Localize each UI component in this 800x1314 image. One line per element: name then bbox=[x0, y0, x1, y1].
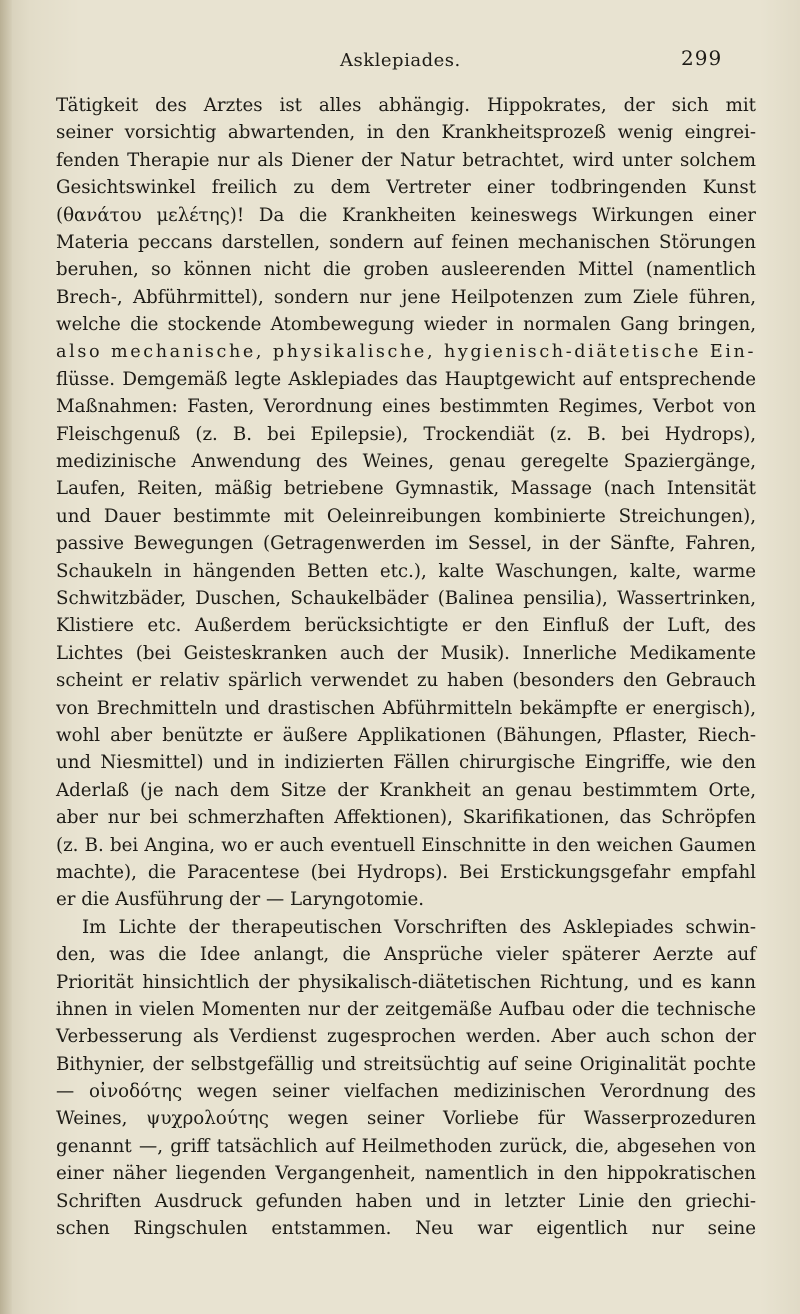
text-line: seiner vorsichtig abwartenden, in den Krankheitsprozeß wenig eingrei- bbox=[56, 122, 756, 144]
text-line: Gesichtswinkel freilich zu dem Vertreter einer todbringenden Kunst bbox=[56, 177, 756, 199]
text-line: aber nur bei schmerzhaften Affektionen), Skarifikationen, das Schröpfen bbox=[56, 807, 756, 829]
text-line: machte), die Paracentese (bei Hydrops). Bei Erstickungsgefahr empfahl bbox=[56, 861, 756, 883]
text-line: (θανάτου μελέτης)! Da die Krankheiten keineswegs Wirkungen einer bbox=[56, 204, 756, 226]
text-line: welche die stockende Atombewegung wieder in normalen Gang bringen, bbox=[56, 314, 756, 336]
text-line: und Dauer bestimmte mit Oeleinreibungen kombinierte Streichungen), bbox=[56, 505, 756, 527]
text-line: Weines, ψυχρολούτης wegen seiner Vorliebe für Wasserprozeduren bbox=[56, 1108, 756, 1130]
text-line: von Brechmitteln und drastischen Abführmitteln bekämpfte er energisch), bbox=[56, 697, 756, 719]
text-line: Lichtes (bei Geisteskranken auch der Musik). Innerliche Medikamente bbox=[56, 642, 756, 664]
text-line: Im Lichte der therapeutischen Vorschriften des Asklepiades schwin- bbox=[82, 916, 756, 938]
text-line: Schwitzbäder, Duschen, Schaukelbäder (Balinea pensilia), Wassertrinken, bbox=[56, 588, 756, 610]
text-line: genannt —, griff tatsächlich auf Heilmethoden zurück, die, abgesehen von bbox=[56, 1135, 756, 1157]
text-line: den, was die Idee anlangt, die Ansprüche vieler späterer Aerzte auf bbox=[56, 944, 756, 966]
text-line: fenden Therapie nur als Diener der Natur betrachtet, wird unter solchem bbox=[56, 149, 756, 171]
text-line: Verbesserung als Verdienst zugesprochen werden. Aber auch schon der bbox=[56, 1026, 756, 1048]
page-number: 299 bbox=[681, 46, 723, 70]
text-line: Klistiere etc. Außerdem berücksichtigte er den Einfluß der Luft, des bbox=[56, 615, 756, 637]
text-line: Brech-, Abführmittel), sondern nur jene Heilpotenzen zum Ziele führen, bbox=[56, 286, 756, 308]
text-line: Priorität hinsichtlich der physikalisch-diätetischen Richtung, und es kann bbox=[56, 971, 756, 993]
text-line: — οἰνοδότης wegen seiner vielfachen medizinischen Verordnung des bbox=[56, 1081, 756, 1103]
text-line: Schriften Ausdruck gefunden haben und in letzter Linie den griechi- bbox=[56, 1190, 756, 1212]
text-line: wohl aber benützte er äußere Applikationen (Bähungen, Pflaster, Riech- bbox=[56, 724, 756, 746]
text-line: schen Ringschulen entstammen. Neu war eigentlich nur seine bbox=[56, 1218, 756, 1240]
text-line: er die Ausführung der — Laryngotomie. bbox=[56, 889, 425, 911]
running-head: Asklepiades. bbox=[340, 50, 461, 71]
text-line: einer näher liegenden Vergangenheit, namentlich in den hippokratischen bbox=[56, 1163, 756, 1185]
text-line: also mechanische, physikalische, hygienisch-diätetische Ein- bbox=[56, 341, 756, 362]
body-text bbox=[56, 92, 756, 1242]
text-line: Aderlaß (je nach dem Sitze der Krankheit an genau bestimmtem Orte, bbox=[56, 779, 756, 801]
text-line: passive Bewegungen (Getragenwerden im Sessel, in der Sänfte, Fahren, bbox=[56, 533, 756, 555]
page-binding-edge bbox=[0, 0, 12, 1314]
text-line: Materia peccans darstellen, sondern auf feinen mechanischen Störungen bbox=[56, 231, 756, 253]
text-line: und Niesmittel) und in indizierten Fällen chirurgische Eingriffe, wie den bbox=[56, 752, 756, 774]
text-line: scheint er relativ spärlich verwendet zu haben (besonders den Gebrauch bbox=[56, 670, 756, 692]
text-line: Maßnahmen: Fasten, Verordnung eines bestimmten Regimes, Verbot von bbox=[56, 396, 756, 418]
text-line: ihnen in vielen Momenten nur der zeitgemäße Aufbau oder die technische bbox=[56, 998, 756, 1020]
text-line: (z. B. bei Angina, wo er auch eventuell Einschnitte in den weichen Gaumen bbox=[56, 834, 756, 856]
text-line: Tätigkeit des Arztes ist alles abhängig. Hippokrates, der sich mit bbox=[56, 95, 756, 116]
text-line: Schaukeln in hängenden Betten etc.), kalte Waschungen, kalte, warme bbox=[56, 560, 756, 582]
text-line: Bithynier, der selbstgefällig und streitsüchtig auf seine Originalität pochte bbox=[56, 1053, 756, 1075]
text-line: medizinische Anwendung des Weines, genau geregelte Spaziergänge, bbox=[56, 451, 756, 473]
text-line: flüsse. Demgemäß legte Asklepiades das Hauptgewicht auf entsprechende bbox=[56, 368, 756, 390]
text-line: Laufen, Reiten, mäßig betriebene Gymnastik, Massage (nach Intensität bbox=[56, 478, 756, 500]
text-line: beruhen, so können nicht die groben ausleerenden Mittel (namentlich bbox=[56, 259, 756, 281]
text-line: Fleischgenuß (z. B. bei Epilepsie), Trockendiät (z. B. bei Hydrops), bbox=[56, 423, 756, 445]
